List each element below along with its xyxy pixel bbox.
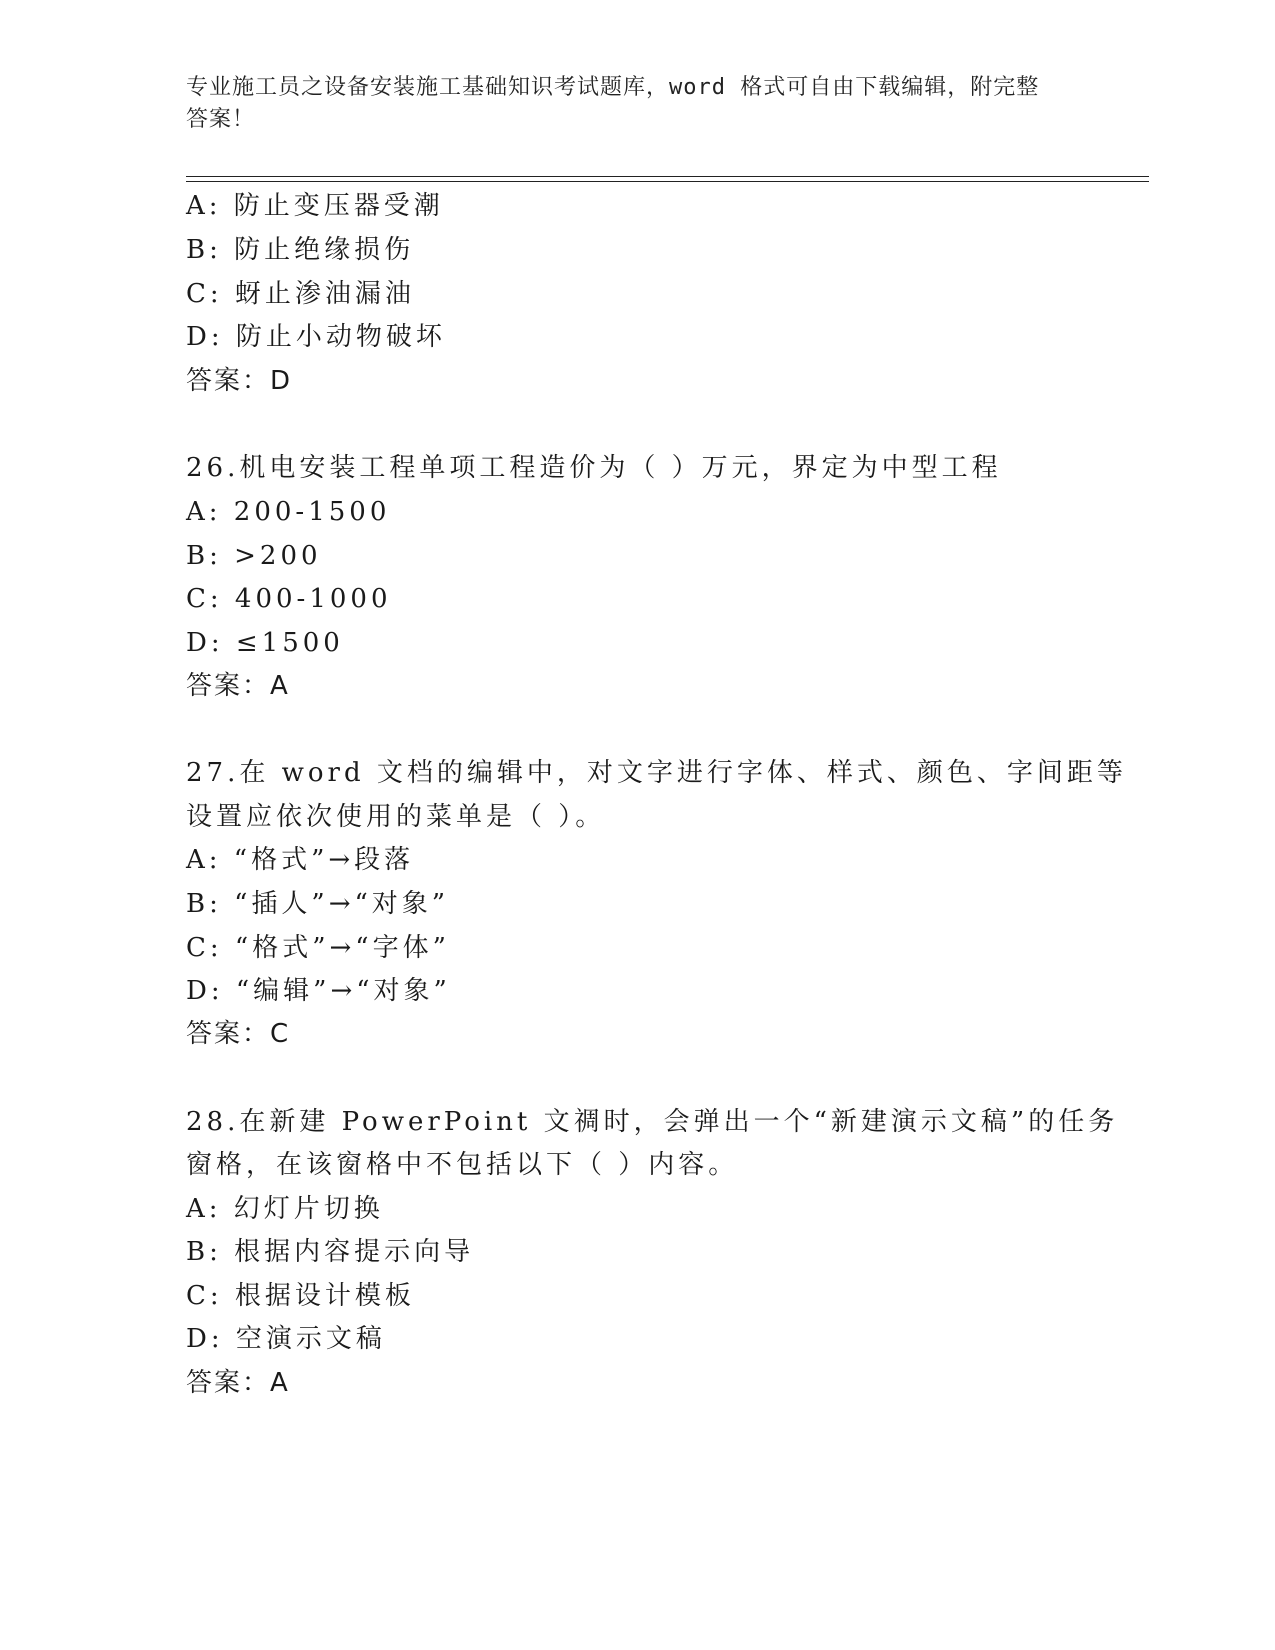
q25-answer: 答案：D: [186, 366, 293, 396]
q27-question-line2: 设置应依次使用的菜单是（ ）。: [186, 802, 606, 832]
q25-option-a: A: 防止变压器受潮: [186, 191, 444, 221]
document-header: 专业施工员之设备安装施工基础知识考试题库，word 格式可自由下载编辑，附完整答案！: [186, 75, 1040, 132]
q26-option-a: A: 200-1500: [186, 497, 391, 527]
header-divider-top: [186, 176, 1149, 177]
q27-option-d: D: “编辑”→“对象”: [186, 976, 451, 1006]
header-divider-bottom: [186, 181, 1149, 182]
q25-option-b: B: 防止绝缘损伤: [186, 235, 415, 265]
q28-question-line1: 28.在新建 PowerPoint 文禂时，会弹出一个“新建演示文稿”的任务: [186, 1107, 1119, 1137]
q28-option-a: A: 幻灯片切换: [186, 1194, 384, 1224]
q28-option-c: C: 根据设计模板: [186, 1281, 415, 1311]
q27-option-b: B: “插人”→“对象”: [186, 889, 450, 919]
q28-option-d: D: 空演示文稿: [186, 1324, 386, 1354]
q26-answer: 答案：A: [186, 671, 290, 701]
q27-option-c: C: “格式”→“字体”: [186, 933, 450, 963]
q25-option-d: D: 防止小动物破坏: [186, 322, 446, 352]
q28-answer: 答案：A: [186, 1368, 290, 1398]
q26-option-d: D: ≤1500: [186, 628, 344, 658]
q28-option-b: B: 根据内容提示向导: [186, 1237, 475, 1267]
q26-question: 26.机电安装工程单项工程造价为（ ）万元，界定为中型工程: [186, 453, 1002, 483]
q28-question-line2: 窗格，在该窗格中不包括以下（ ）内容。: [186, 1150, 739, 1180]
q26-option-b: B: >200: [186, 541, 322, 571]
q27-answer: 答案：C: [186, 1019, 291, 1049]
q25-option-c: C: 蚜止渗油漏油: [186, 279, 415, 309]
q27-question-line1: 27.在 word 文档的编辑中，对文字进行字体、样式、颜色、字间距等: [186, 758, 1127, 788]
q27-option-a: A: “格式”→段落: [186, 845, 415, 875]
q26-option-c: C: 400-1000: [186, 584, 392, 614]
